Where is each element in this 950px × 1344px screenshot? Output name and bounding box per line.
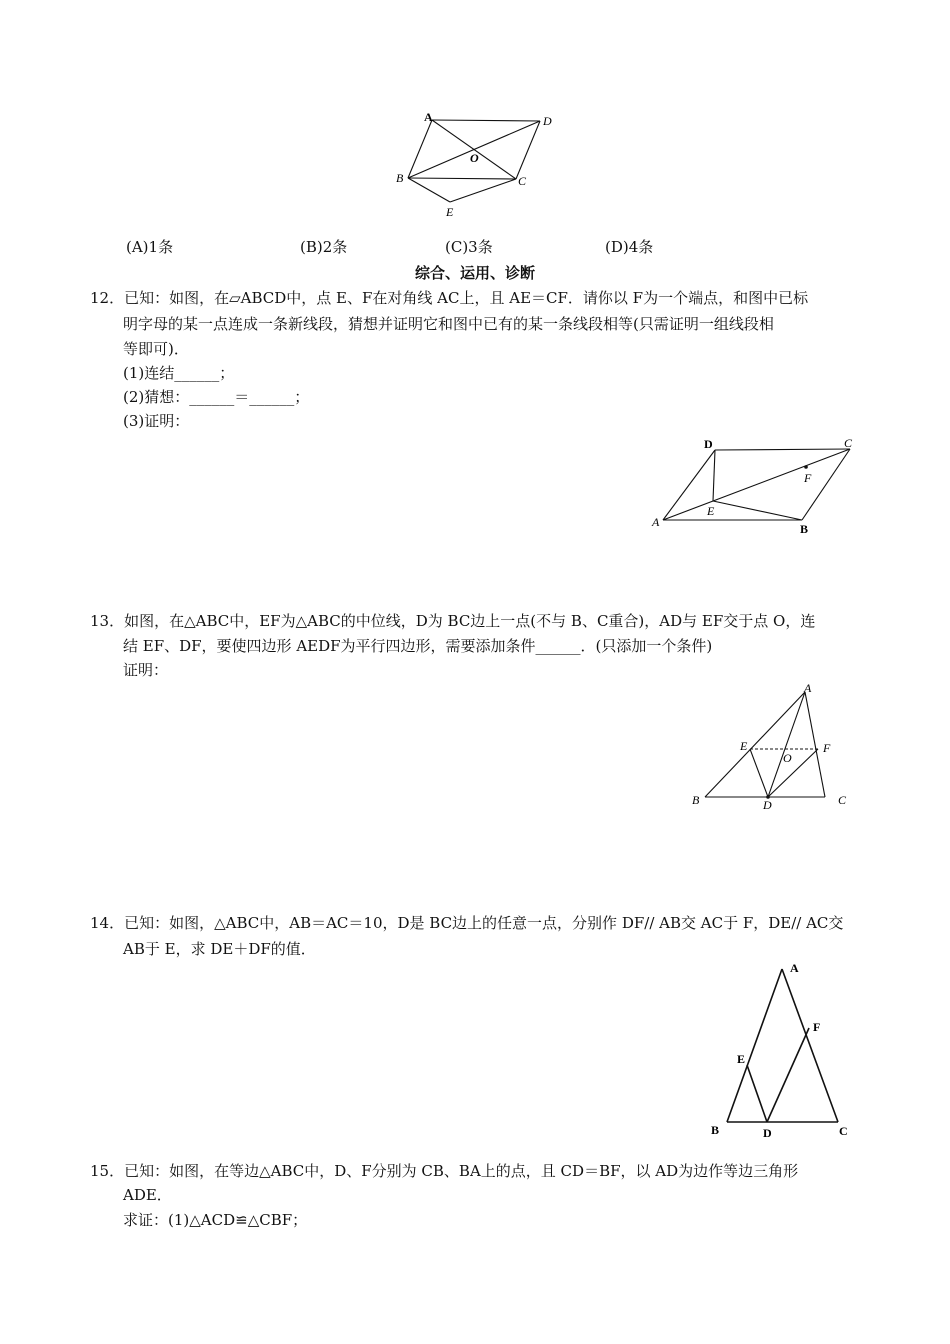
fig12-label-f: F bbox=[804, 471, 812, 485]
fig11-label-d: D bbox=[543, 114, 552, 128]
fig14-label-c: C bbox=[839, 1124, 848, 1138]
q14-text-line2: AB于 E，求 DE＋DF的值． bbox=[123, 940, 316, 958]
fig14-label-a: A bbox=[790, 961, 799, 975]
fig11-label-e: E bbox=[446, 205, 454, 219]
fig11-label-c: C bbox=[518, 174, 527, 188]
q13-text-line1: 13．如图，在△ABC中，EF为△ABC的中位线，D为 BC边上一点(不与 B、C重合)，AD与 EF交于点 O，连 bbox=[90, 612, 816, 630]
fig14-label-f: F bbox=[813, 1020, 821, 1034]
fig13-label-f: F bbox=[823, 741, 831, 755]
fig12-label-b: B bbox=[800, 522, 809, 536]
q12-text-line1: 12．已知：如图，在▱ABCD中，点 E、F在对角线 AC上，且 AE＝CF．请你以 F为一个端点，和图中已标 bbox=[90, 289, 809, 307]
q12-text-line2: 明字母的某一点连成一条新线段，猜想并证明它和图中已有的某一条线段相等(只需证明一组线段相 bbox=[123, 315, 774, 333]
fig12-label-c: C bbox=[844, 436, 853, 450]
fig13-label-o: O bbox=[783, 751, 792, 765]
q11-option-c: (C)3条 bbox=[445, 238, 493, 256]
section-title: 综合、运用、诊断 bbox=[414, 264, 535, 282]
fig11-label-a: A bbox=[424, 110, 433, 124]
figure-q11-parallelogram bbox=[390, 108, 560, 223]
fig12-label-e: E bbox=[707, 504, 715, 518]
q11-option-b: (B)2条 bbox=[300, 238, 348, 256]
fig11-label-o: O bbox=[470, 151, 479, 165]
fig13-label-b: B bbox=[692, 793, 700, 807]
fig11-label-b: B bbox=[396, 171, 404, 185]
figure-q14-triangle bbox=[700, 955, 860, 1143]
fig13-label-a: A bbox=[804, 681, 812, 695]
q12-sub3: (3)证明： bbox=[123, 412, 190, 430]
fig13-label-d: D bbox=[763, 798, 772, 810]
fig13-label-c: C bbox=[838, 793, 847, 807]
q13-text-line2: 结 EF、DF，要使四边形 AEDF为平行四边形，需要添加条件______．(只添加一个条件) bbox=[123, 637, 713, 655]
q14-text-line1: 14．已知：如图，△ABC中，AB＝AC＝10，D是 BC边上的任意一点，分别作 DF// AB交 AC于 F，DE// AC交 bbox=[90, 914, 844, 932]
q15-text-line2: ADE． bbox=[123, 1186, 172, 1204]
figure-q12-parallelogram bbox=[645, 432, 870, 542]
q11-option-d: (D)4条 bbox=[605, 238, 654, 256]
q15-text-line1: 15．已知：如图，在等边△ABC中，D、F分别为 CB、BA上的点，且 CD＝BF，以 AD为边作等边三角形 bbox=[90, 1162, 799, 1180]
fig14-label-d: D bbox=[763, 1126, 772, 1140]
figure-q13-triangle bbox=[690, 680, 855, 810]
q12-sub2: (2)猜想：______＝______； bbox=[123, 388, 310, 406]
q12-text-line3: 等即可)． bbox=[123, 340, 189, 358]
fig12-label-a: A bbox=[652, 515, 660, 529]
fig12-label-d: D bbox=[704, 437, 713, 451]
q13-text-line3: 证明： bbox=[123, 661, 169, 679]
fig14-label-b: B bbox=[711, 1123, 720, 1137]
fig13-label-e: E bbox=[740, 739, 748, 753]
q11-option-a: (A)1条 bbox=[126, 238, 174, 256]
q15-text-line3: 求证：(1)△ACD≌△CBF； bbox=[123, 1211, 308, 1229]
fig14-label-e: E bbox=[737, 1052, 746, 1066]
q12-sub1: (1)连结______； bbox=[123, 364, 235, 382]
